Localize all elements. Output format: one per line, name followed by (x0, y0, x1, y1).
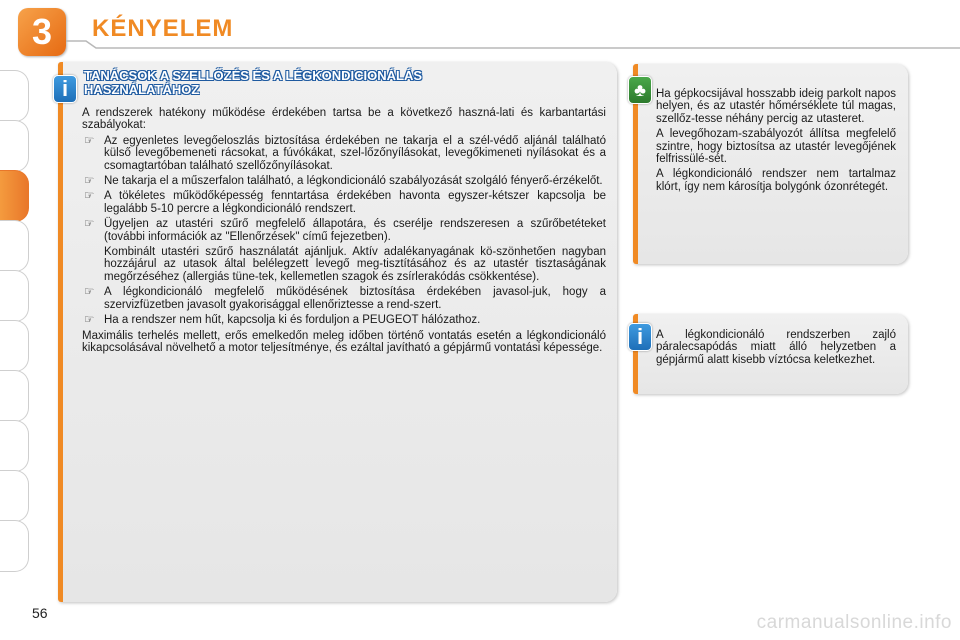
bullet-text: Ha a rendszer nem hűt, kapcsolja ki és forduljon a PEUGEOT hálózathoz. (104, 314, 481, 327)
pointing-hand-icon: ☞ (84, 190, 95, 203)
side-tab-7[interactable] (0, 370, 29, 422)
bullet-item (82, 190, 606, 215)
bullet-item (82, 218, 606, 243)
info-icon: i (628, 323, 652, 351)
pointing-hand-icon: ☞ (84, 175, 95, 188)
bullet-continuation (82, 246, 606, 283)
closing-paragraph: Maximális terhelés mellett, erős emelkedőn meleg időben történő vontatás esetén a légkondicionáló kikapcsolásával növelhető a motor teljesítménye, és ezáltal javítható a gépjármű vontatási képessége. (82, 329, 606, 354)
bullet-item (82, 314, 606, 326)
eco-paragraph: Ha gépkocsijával hosszabb ideig parkolt napos helyen, és az utastér hőmérséklete túl magas, szellőz-tesse néhány percig az utasteret. (656, 88, 896, 125)
bullet-text: A légkondicionáló megfelelő működésének biztosítása érdekében javasol-juk, hogy a szervizfüzetben javasolt gyakorisággal ellenőriztesse a rend-szert. (104, 286, 606, 311)
condensation-info-body (656, 329, 896, 369)
page-title: KÉNYELEM (92, 15, 234, 42)
pointing-hand-icon: ☞ (84, 218, 95, 231)
bullet-text: A tökéletes működőképesség fenntartása érdekében havonta egyszer-kétszer kapcsolja be legalább 5-10 percre a légkondicionáló rendszert. (104, 190, 606, 215)
pointing-hand-icon: ☞ (84, 286, 95, 299)
side-tab-8[interactable] (0, 420, 29, 472)
side-tab-5[interactable] (0, 270, 29, 322)
bullet-item (82, 286, 606, 311)
watermark: carmanualsonline.info (756, 612, 952, 633)
main-body (82, 107, 606, 357)
side-tab-9[interactable] (0, 470, 29, 522)
page-number: 56 (32, 605, 48, 621)
eco-paragraph: A levegőhozam-szabályozót állítsa megfelelő szintre, hogy biztosítsa az utastér levegőjének felfrissülé-sét. (656, 128, 896, 166)
eco-paragraph: A légkondicionáló rendszer nem tartalmaz klórt, így nem károsítja bolygónk ózonrétegét. (656, 168, 896, 193)
eco-tip-body (656, 88, 896, 196)
pointing-hand-icon: ☞ (84, 134, 95, 147)
bullet-text: Ne takarja el a műszerfalon található, a légkondicionáló szabályozását szolgáló fényerő-érzékelőt. (104, 175, 603, 188)
section-title (84, 69, 604, 97)
section-title-line2: HASZNÁLATÁHOZ (84, 82, 200, 97)
side-tab-10[interactable] (0, 520, 29, 572)
condensation-text: A légkondicionáló rendszerben zajló páralecsapódás miatt álló helyzetben a gépjármű alatt kisebb víztócsa keletkezhet. (656, 329, 896, 366)
side-tab-2[interactable] (0, 120, 29, 172)
pointing-hand-icon: ☞ (84, 314, 95, 327)
bullet-item (82, 175, 606, 187)
side-tab-1[interactable] (0, 70, 29, 122)
info-icon: i (53, 75, 77, 103)
side-tab-3-active[interactable] (0, 170, 29, 222)
side-tab-6[interactable] (0, 320, 29, 372)
bullet-text: Az egyenletes levegőeloszlás biztosítása érdekében ne takarja el a szél-védő aljánál található külső levegőbemeneti rácsokat, a fúvókákat, szel-lőzőnyílásokat, levegőkimeneti nyílásokat és a csomagtartóban található szellőzőnyílásokat. (104, 134, 606, 172)
chapter-badge: 3 (18, 8, 66, 56)
bullet-text: Ügyeljen az utastéri szűrő megfelelő állapotára, és cserélje rendszeresen a szűrőbetéteket (további információk az "Ellenőrzések" című fejezetben). (104, 218, 606, 243)
bullet-item (82, 135, 606, 172)
side-tab-4[interactable] (0, 220, 29, 272)
leaf-icon: ♣ (628, 76, 652, 104)
intro-paragraph: A rendszerek hatékony működése érdekében tartsa be a következő haszná-lati és karbantartási szabályokat: (82, 107, 606, 132)
bullet-continuation-text: Kombinált utastéri szűrő használatát ajánljuk. Aktív adalékanyagának kö-szönhetően nagyban hozzájárul az utasok által belélegzett levegő meg-tisztításához és az utastér tisztaságának megőrzéséhez (allergiás tüne-tek, kellemetlen szagok és zsírlerakódás csökkentése). (104, 246, 606, 283)
section-title-line1: TANÁCSOK A SZELLŐZÉS ÉS A LÉGKONDICIONÁLÁS (84, 68, 423, 83)
